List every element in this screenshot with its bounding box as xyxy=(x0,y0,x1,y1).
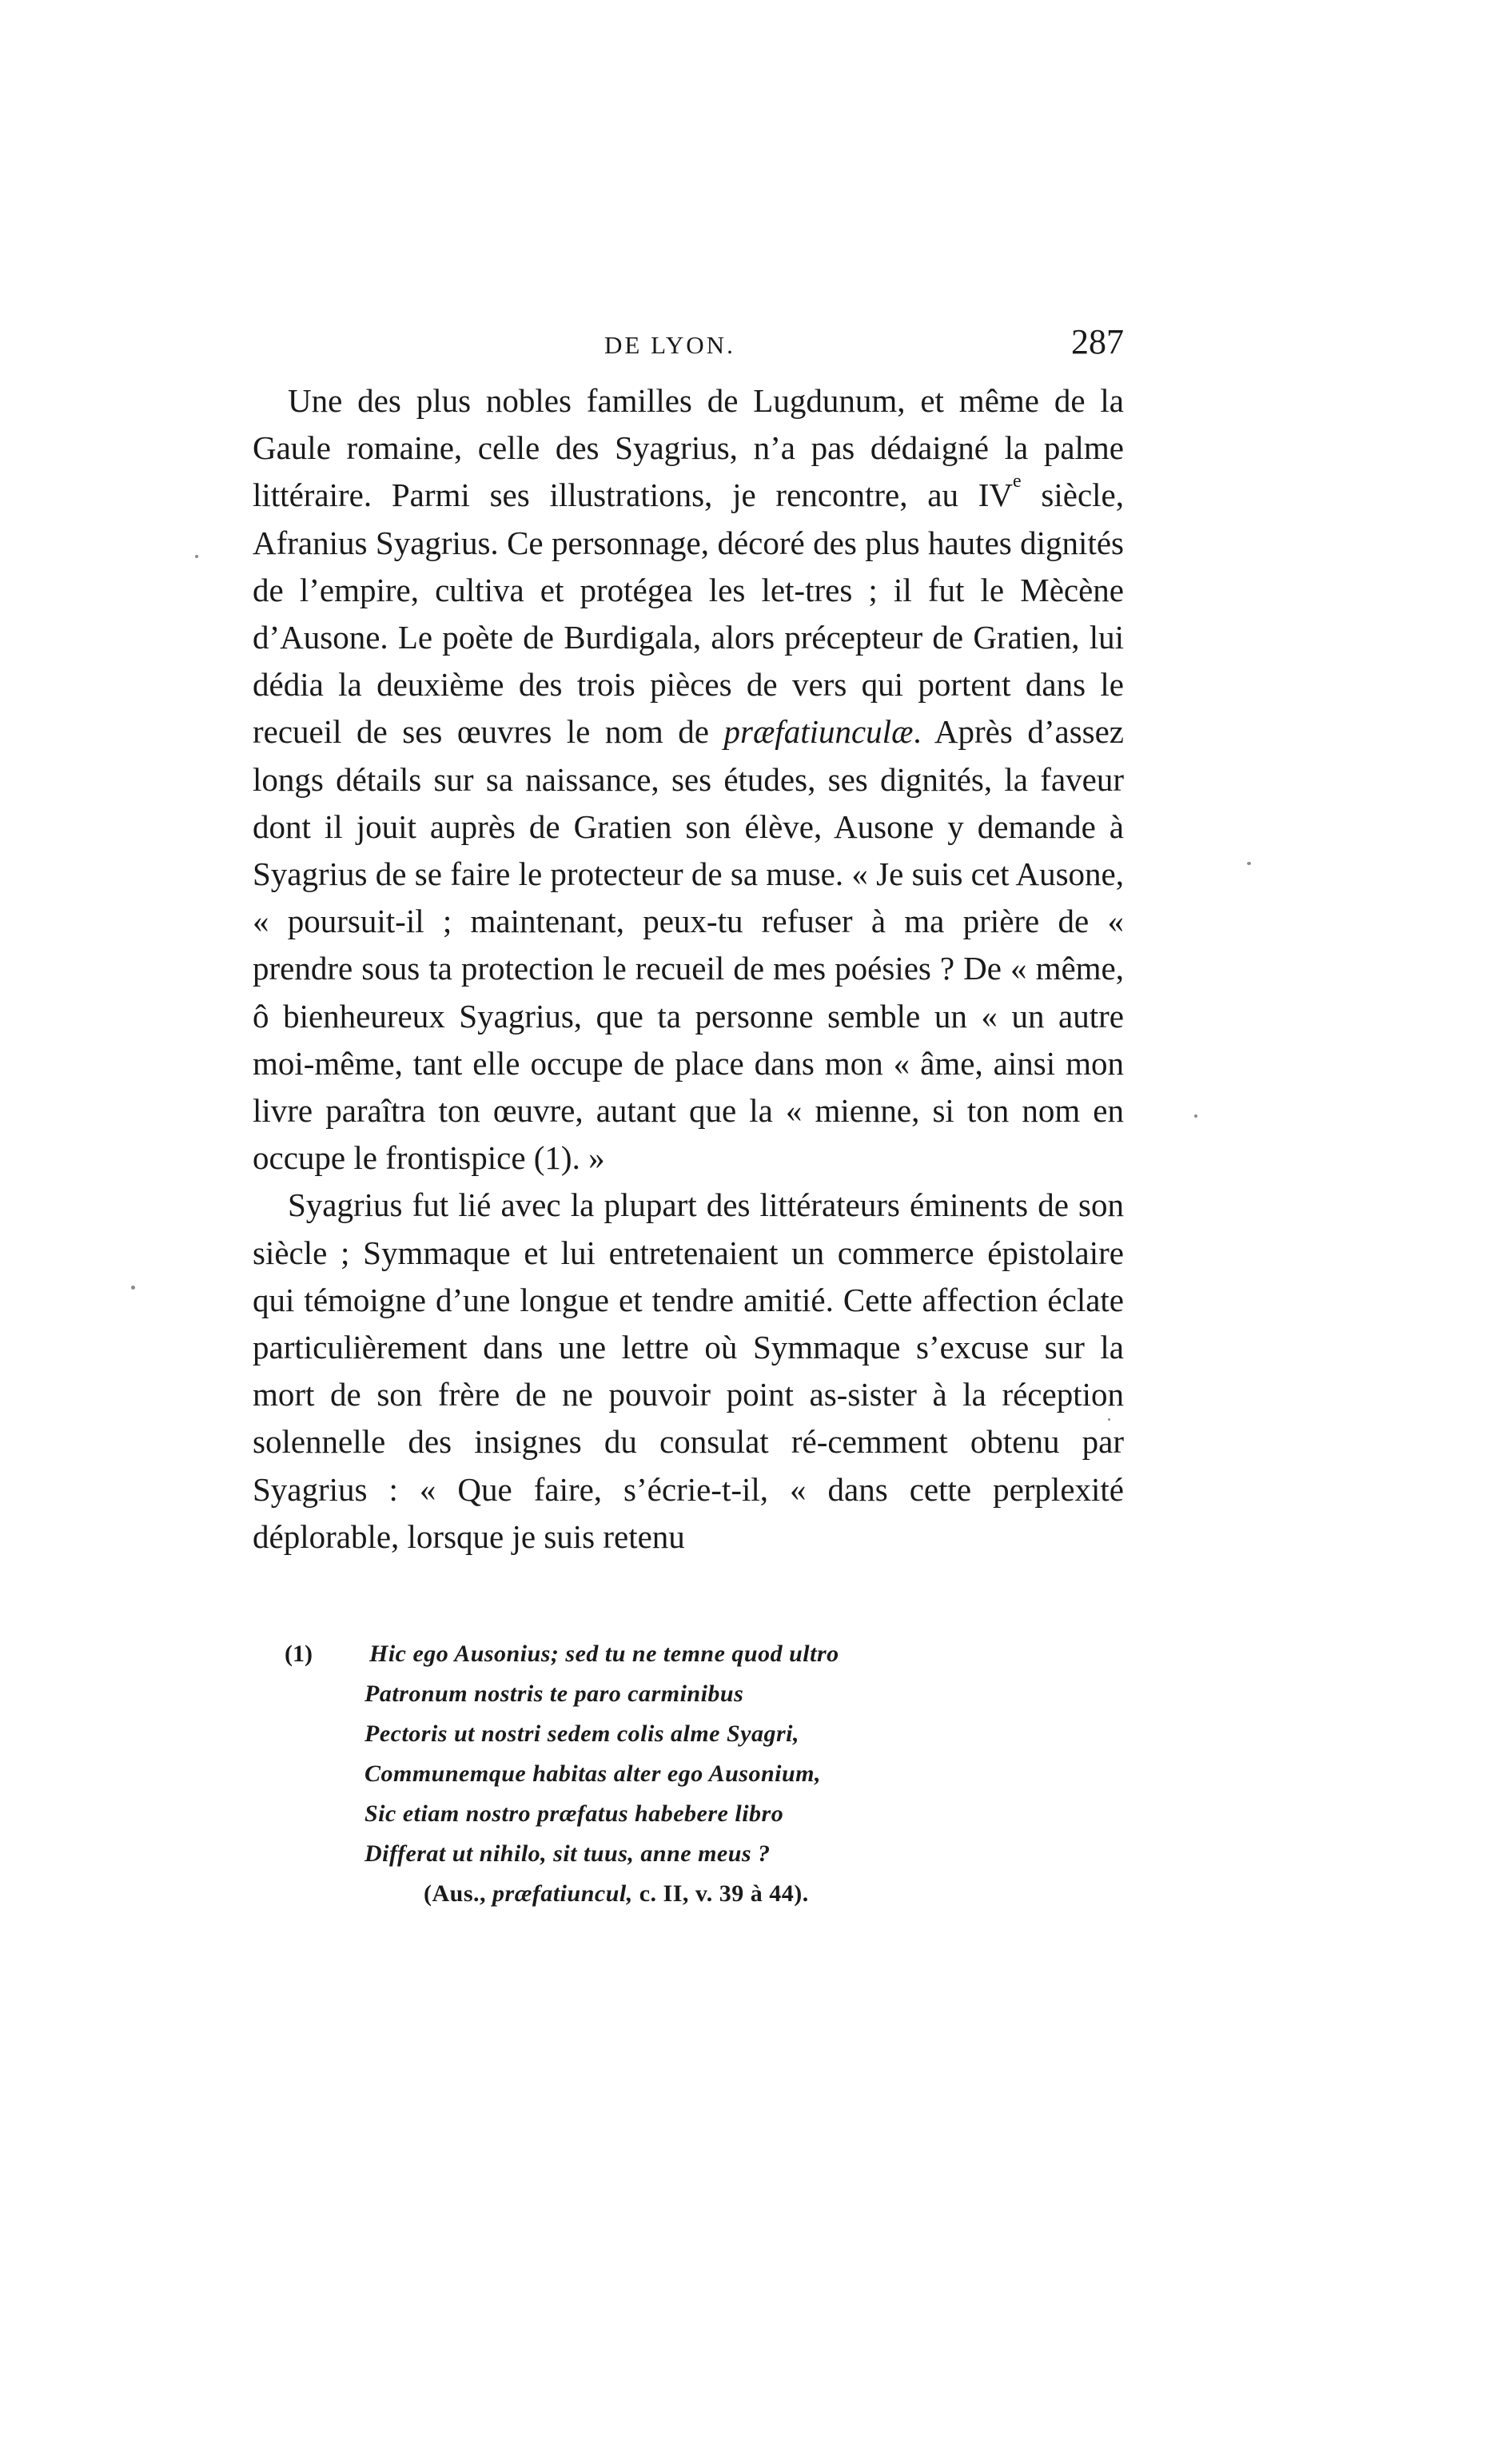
body-text xyxy=(253,377,1124,1561)
footnote-marker: (1) xyxy=(285,1641,313,1667)
footnote-source-a: (Aus., xyxy=(424,1880,493,1907)
paper-speck xyxy=(1194,1114,1197,1118)
italic-title: præfatiunculæ xyxy=(723,713,914,751)
footnote-verse: Hic ego Ausonius; sed tu ne temne quod ultro xyxy=(369,1641,839,1667)
paper-speck xyxy=(195,555,198,558)
footnote-source-title: præfatiuncul, xyxy=(492,1880,633,1907)
page-number: 287 xyxy=(1071,322,1124,361)
paper-speck xyxy=(131,1286,135,1290)
running-title: DE LYON. xyxy=(604,331,735,359)
footnote-verses xyxy=(365,1634,839,1914)
footnote-verse: Patronum nostris te paro carminibus xyxy=(365,1681,744,1707)
paragraph-1 xyxy=(253,377,1124,1182)
footnote-verse: Sic etiam nostro præfatus habebere libro xyxy=(365,1800,784,1827)
paper-speck xyxy=(1247,862,1251,865)
paragraph-1-text-c: . Après d’assez longs détails sur sa naissance, ses études, ses dignités, la faveur dont il jouit auprès de Gratien son élève, Ausone y demande à Syagrius de se faire le protecteur de sa muse. « Je suis cet Ausone, « poursuit-il ; maintenant, peux-tu refuser à ma prière de « prendre sous ta protection le recueil de mes poésies ? De « même, ô bienheureux Syagrius, que ta personne semble un « un autre moi-même, tant elle occupe de place dans mon « âme, ainsi mon livre paraîtra ton œuvre, autant que la « mienne, si ton nom en occupe le frontispice (1). » xyxy=(253,713,1125,1177)
paragraph-2: Syagrius fut lié avec la plupart des littérateurs éminents de son siècle ; Symmaque et lui entretenaient un commerce épistolaire qui témoigne d’une longue et tendre amitié. Cette affection éclate particulièrement dans une lettre où Symmaque s’excuse sur la mort de son frère de ne pouvoir point as-sister à la réception solennelle des insignes du consulat ré-cemment obtenu par Syagrius : « Que faire, s’écrie-t-il, « dans cette perplexité déplorable, lorsque je suis retenu xyxy=(253,1186,1124,1555)
footnote-source-b: c. II, v. 39 à 44). xyxy=(632,1880,809,1907)
paragraph-1-text-b: siècle, Afranius Syagrius. Ce personnage, décoré des plus hautes dignités de l’empire, cultiva et protégea les let-tres ; il fut le Mècène d’Ausone. Le poète de Burdigala, alors précepteur de Gratien, lui dédia la deuxième des trois pièces de vers qui portent dans le recueil de ses œuvres le nom de xyxy=(253,476,1124,751)
century-superscript: e xyxy=(1012,471,1022,492)
footnote-source xyxy=(424,1874,839,1914)
footnote-verse: Pectoris ut nostri sedem colis alme Syagri, xyxy=(365,1720,799,1747)
paragraph-1-text-a: Une des plus nobles familles de Lugdunum, et même de la Gaule romaine, celle des Syagrius, n’a pas dédaigné la palme littéraire. Parmi ses illustrations, je rencontre, au IV xyxy=(253,382,1124,514)
footnote-verse: Communemque habitas alter ego Ausonium, xyxy=(365,1760,821,1787)
paper-speck xyxy=(1108,1418,1110,1421)
footnote-verse: Differat ut nihilo, sit tuus, anne meus ? xyxy=(365,1840,771,1867)
running-head xyxy=(253,321,1124,369)
